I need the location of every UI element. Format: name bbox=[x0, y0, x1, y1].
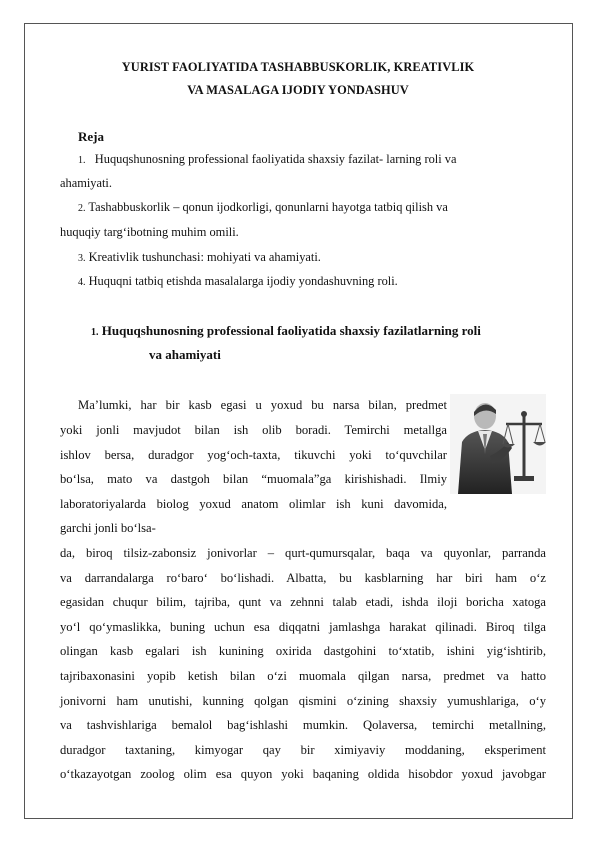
paragraph-line: Ma’lumki, har bir kasb egasi u yoxud bu narsa bilan, predmet bbox=[78, 398, 447, 412]
plan-item-number: 3. bbox=[78, 253, 86, 264]
justice-scales-illustration bbox=[450, 394, 546, 494]
document-title-line-2: VA MASALAGA IJODIY YONDASHUV bbox=[187, 83, 409, 97]
paragraph-line: o‘tkazayotgan zoolog olim esa quyon yoki baqaning oldida hisobdor yoxud javobgar bbox=[60, 767, 546, 781]
paragraph-line: ishlov bersa, duradgor yog‘och-taxta, tikuvchi yoki to‘quvchilar bbox=[60, 448, 447, 462]
plan-item-number: 1. bbox=[78, 155, 86, 166]
document-title-line-1: YURIST FAOLIYATIDA TASHABBUSKORLIK, KREATIVLIK bbox=[121, 60, 475, 74]
paragraph-line: bo‘lsa, mato va dastgoh bilan “muomala”ga kirishishadi. Ilmiy bbox=[60, 472, 447, 486]
paragraph-line: jonivorni ham unutishi, kunning qolgan qismini o‘zining shaxsiy yumushlariga, o‘y bbox=[60, 694, 546, 708]
paragraph-line: yoki jonli mavjudot bilan ish olib boradi. Temirchi metallga bbox=[60, 423, 447, 437]
plan-item-1-continuation: ahamiyati. bbox=[60, 176, 112, 190]
paragraph-line: duradgor taxtaning, kimyogar qay bir ximiyaviy moddaning, eksperiment bbox=[60, 743, 546, 757]
paragraph-line: da, biroq tilsiz-zabonsiz jonivorlar – qurt-qumursqalar, baqa va quyonlar, parranda bbox=[60, 546, 546, 560]
plan-item-2 bbox=[78, 200, 448, 215]
plan-item-2-continuation: huquqiy targ‘ibotning muhim omili. bbox=[60, 225, 239, 239]
section-heading-line-1 bbox=[91, 323, 481, 339]
paragraph-line: laboratoriyalarda biolog yoxud anatom olimlar ish kuni davomida, bbox=[60, 497, 447, 511]
plan-item-4 bbox=[78, 274, 398, 289]
paragraph-line: olingan kasb egalari ish kunining oxirida dastgohini to‘xtatib, ishini yig‘ishtirib, bbox=[60, 644, 546, 658]
section-number: 1. bbox=[91, 327, 99, 338]
paragraph-line: va tashvishlariga bemalol bag‘ishlashi mumkin. Qolaversa, temirchi metallning, bbox=[60, 718, 546, 732]
paragraph-line: va darrandalarga ro‘baro‘ bo‘lishadi. Albatta, bu kasblarning har biri ham o‘z bbox=[60, 571, 546, 585]
plan-item-text: Kreativlik tushunchasi: mohiyati va ahamiyati. bbox=[88, 250, 321, 264]
plan-item-1 bbox=[78, 152, 456, 167]
section-heading-line-2: va ahamiyati bbox=[149, 347, 221, 362]
plan-item-text: Huquqni tatbiq etishda masalalarga ijodiy yondashuvning roli. bbox=[88, 274, 398, 288]
paragraph-line: yo‘l qo‘ymaslikka, buning uchun esa diqqatni jamlashga harakat qilinadi. Biroq tilga bbox=[60, 620, 546, 634]
paragraph-line: egasidan chuqur bilim, tajriba, qunt va zehnni talab etadi, ishda iloji boricha xatoga bbox=[60, 595, 546, 609]
paragraph-line: tajribaxonasini yopib ketish bilan o‘zi muomala qilgan narsa, predmet va hatto bbox=[60, 669, 546, 683]
plan-item-text: Tashabbuskorlik – qonun ijodkorligi, qonunlarni hayotga tatbiq qilish va bbox=[88, 200, 448, 214]
plan-item-number: 4. bbox=[78, 277, 86, 288]
plan-heading: Reja bbox=[78, 129, 104, 144]
paragraph-line: garchi jonli bo‘lsa- bbox=[60, 521, 156, 535]
plan-item-text: Huquqshunosning professional faoliyatida shaxsiy fazilat- larning roli va bbox=[94, 152, 457, 166]
plan-item-3 bbox=[78, 250, 321, 265]
plan-item-number: 2. bbox=[78, 203, 86, 214]
section-title: Huquqshunosning professional faoliyatida shaxsiy fazilatlarning roli bbox=[101, 323, 481, 338]
